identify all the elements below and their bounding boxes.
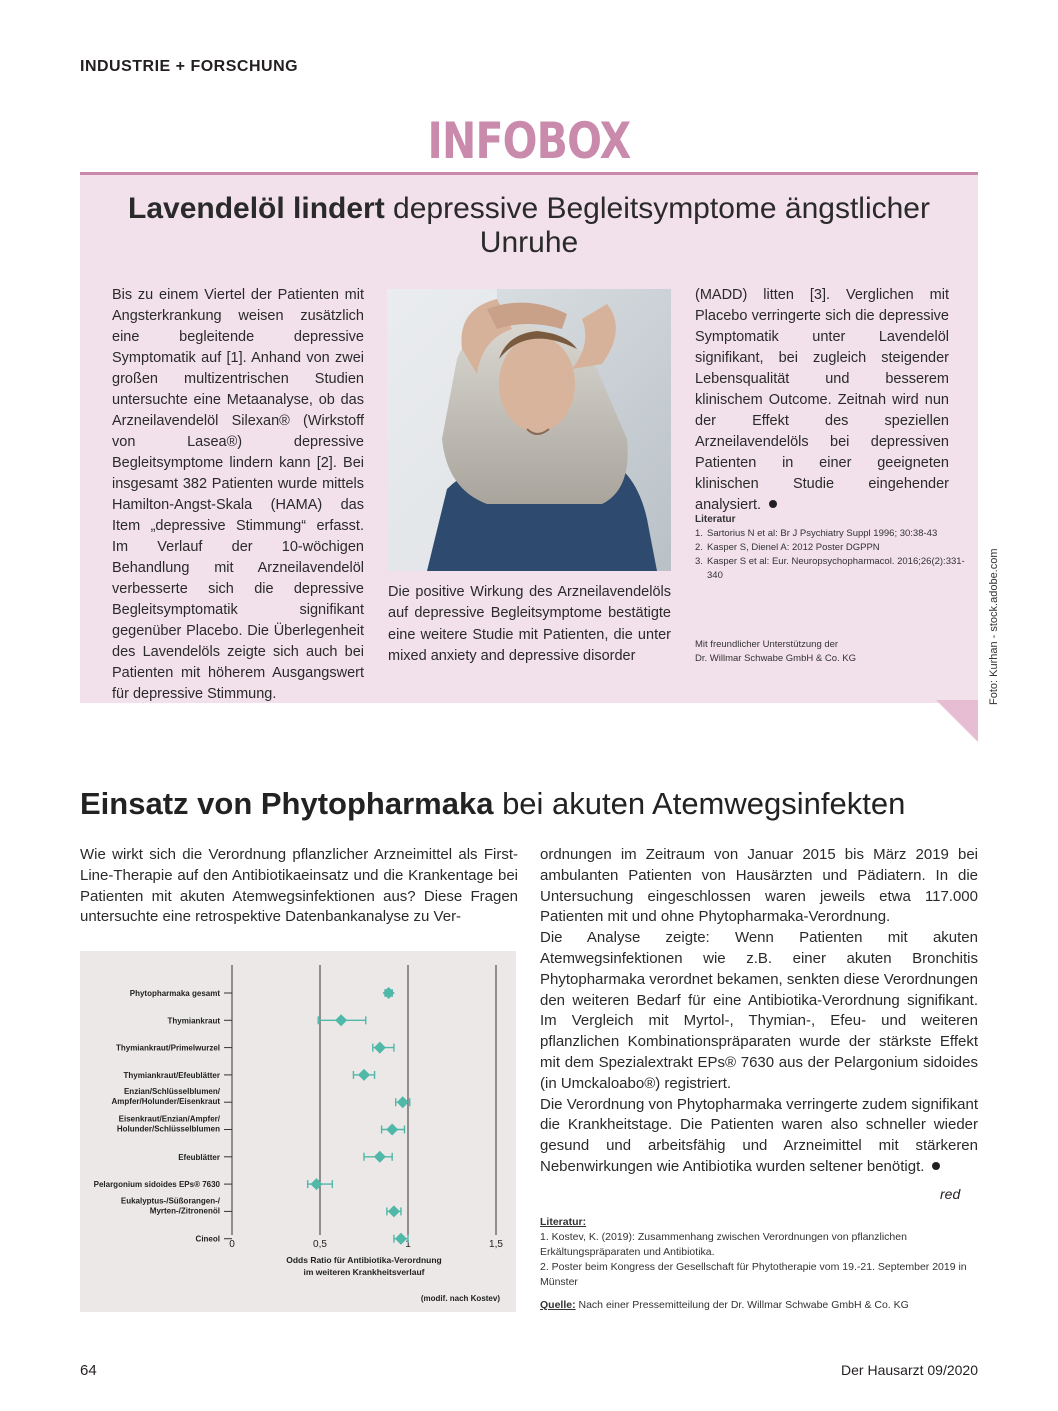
category-label: Thymiankraut <box>167 1016 220 1026</box>
category-label: Eisenkraut/Enzian/Ampfer/ <box>118 1114 220 1124</box>
odds-ratio-marker <box>374 1042 386 1054</box>
photo-worried-man <box>387 289 671 571</box>
infobox-column-1: Bis zu einem Viertel der Patienten mit Angsterkrankung weisen zusätzlich eine begleitende depressive Symptomatik auf [1]. Anhand von zwei großen multizentrischen Studien untersuchte eine Metaanalyse, ob das Arzneilavendelöl Silexan® (Wirkstoff von Lasea®) depressive Begleitsymptome lindern kann [2]. Bei insgesamt 382 Patienten wurde mittels Hamilton-Angst-Skala (HAMA) das Item „depressive Stimmung“ erfasst. Im Verlauf der 10-wöchigen Behandlung mit Arzneilavendelöl verbesserte sich die depressive Begleitsymptomatik signifikant gegenüber Placebo. Die Überlegenheit des Lavendelöls zeigte sich auch bei Patienten mit höherem Ausgangswert für depressive Stimmung. <box>112 287 364 702</box>
x-axis-label: Odds Ratio für Antibiotika-Verordnung <box>286 1255 442 1265</box>
odds-ratio-marker <box>397 1096 409 1108</box>
odds-ratio-marker <box>383 987 395 999</box>
magazine-issue: Der Hausarzt 09/2020 <box>841 1362 978 1378</box>
x-tick-label: 0 <box>229 1239 235 1250</box>
infobox-headline-bold: Lavendelöl lindert <box>128 192 385 225</box>
odds-ratio-marker <box>386 1124 398 1136</box>
support-line-2: Dr. Willmar Schwabe GmbH & Co. KG <box>695 653 857 664</box>
literature-item: 1. Sartorius N et al: Br J Psychiatry Suppl 1996; 30:38-43 <box>695 528 938 539</box>
end-bullet-icon <box>932 1162 940 1170</box>
category-label: Myrten-/Zitronenöl <box>149 1206 220 1216</box>
category-label: Phytopharmaka gesamt <box>129 989 220 998</box>
x-tick-label: 0,5 <box>313 1239 327 1250</box>
article-literature-item: 2. Poster beim Kongress der Gesellschaft für Phytotherapie vom 19.-21. September 2019 in Münster <box>540 1261 967 1288</box>
article-paragraph-2: Die Analyse zeigte: Wenn Patienten mit akuten Atemwegsinfektionen wie z.B. einer akuten Bronchitis Phytopharmaka verordnet bekamen, senkten diese Verordnungen den weiteren Bedarf für eine Antibiotika-Verordnung signifikant. Im Vergleich mit Myrtol-, Thymian-, Efeu- und weiteren pflanzlichen Kombinationspräparaten wurde der stärkste Effekt mit dem Spezialextrakt EPs® 7630 aus der Pelargonium sidoides (in Umckaloabo®) registriert. <box>540 929 978 1092</box>
corner-triangle <box>936 700 978 742</box>
odds-ratio-marker <box>335 1014 347 1026</box>
infobox-column-3-text: (MADD) litten [3]. Verglichen mit Placebo verringerte sich die depressive Symptomatik unter Lavendelöl signifikant, bei zugleich steigender Lebensqualität und besserem klinischem Outcome. Zeitnah wird nun der Effekt des speziellen Arzneilavendelöls bei depressiven Patienten in einer geeigneten klinischen Studie eingehender analysiert. <box>695 287 949 513</box>
infobox-support <box>695 638 945 666</box>
photo-credit: Foto: Kurhan - stock.adobe.com <box>988 548 1000 705</box>
category-label: Eukalyptus-/Süßorangen-/ <box>120 1196 220 1206</box>
author-signature: red <box>940 1186 961 1202</box>
x-tick-label: 1,5 <box>489 1239 503 1250</box>
odds-ratio-marker <box>374 1151 386 1163</box>
infobox-title: INFOBOX <box>427 112 631 170</box>
article-literature-title: Literatur: <box>540 1216 587 1228</box>
x-tick-label: 1 <box>405 1239 411 1250</box>
infobox-headline <box>80 192 978 260</box>
infobox-headline-rest: depressive Begleitsymptome ängstlicher Unruhe <box>384 192 930 259</box>
forest-plot <box>80 951 516 1312</box>
odds-ratio-marker <box>310 1178 322 1190</box>
infobox-literature-list <box>695 527 965 583</box>
infobox-literature-title: Literatur <box>695 514 736 525</box>
infobox-column-2: Die positive Wirkung des Arzneilavendelöls auf depressive Begleitsymptome bestätigte eine weitere Studie mit Patienten, die unter mixed anxiety and depressive disorder <box>388 584 671 664</box>
article-headline-rest: bei akuten Atemwegsinfekten <box>493 786 906 821</box>
x-axis-label: im weiteren Krankheitsverlauf <box>303 1267 425 1277</box>
article-headline-bold: Einsatz von Phytopharmaka <box>80 786 494 821</box>
category-label: Efeublätter <box>178 1152 220 1162</box>
category-label: Thymiankraut/Primelwurzel <box>115 1043 220 1053</box>
article-literature <box>540 1215 980 1313</box>
category-label: Enzian/Schlüsselblumen/ <box>123 1087 220 1097</box>
article-column-2 <box>540 845 978 1178</box>
chart-source-note: (modif. nach Kostev) <box>420 1294 500 1303</box>
article-paragraph-3: Die Verordnung von Phytopharmaka verringerte zudem signifikant die Krankheitstage. Die Patienten waren also schneller wieder gesund und arbeitsfähig und Arzneimittel mit stärkeren Nebenwirkungen wie Antibiotika wurden seltener benötigt. <box>540 1095 978 1175</box>
forest-plot-panel <box>80 951 516 1312</box>
odds-ratio-marker <box>388 1205 400 1217</box>
section-label: INDUSTRIE + FORSCHUNG <box>80 58 299 75</box>
article-source: Quelle: Nach einer Pressemitteilung der Dr. Willmar Schwabe GmbH & Co. KG <box>540 1299 909 1311</box>
infobox-column-3 <box>695 285 949 516</box>
page-number: 64 <box>80 1362 97 1379</box>
literature-item: 3. Kasper S et al: Eur. Neuropsychopharmacol. 2016;26(2):331-340 <box>695 556 965 581</box>
category-label: Pelargonium sidoides EPs® 7630 <box>93 1180 220 1190</box>
article-paragraph-1: ordnungen im Zeitraum von Januar 2015 bis März 2019 bei ambulanten Patienten von Hausärzten und Pädiatern. In die Untersuchung eingeschlossen waren jeweils etwa 117.000 Patienten mit und ohne Phytopharmaka-Verordnung. <box>540 846 978 926</box>
category-label: Holunder/Schlüsselblumen <box>116 1124 220 1134</box>
article-literature-item: 1. Kostev, K. (2019): Zusammenhang zwischen Verordnungen von pflanzlichen Erkältungspräparaten und Antibiotika. <box>540 1231 907 1258</box>
end-bullet-icon <box>769 500 777 508</box>
category-label: Ampfer/Holunder/Eisenkraut <box>111 1097 220 1107</box>
literature-item: 2. Kasper S, Dienel A: 2012 Poster DGPPN <box>695 542 880 553</box>
article-headline <box>80 784 978 824</box>
article-column-1: Wie wirkt sich die Verordnung pflanzlicher Arzneimittel als First-Line-Therapie auf den Antibiotikaeinsatz und die Krankentage bei Patienten mit akuten Atemwegsinfektionen aus? Diese Fragen untersuchte eine retrospektive Datenbankanalyse zu Ver- <box>80 846 518 926</box>
support-line-1: Mit freundlicher Unterstützung der <box>695 639 839 650</box>
category-label: Cineol <box>195 1234 220 1244</box>
category-label: Thymiankraut/Efeublätter <box>123 1070 220 1080</box>
odds-ratio-marker <box>358 1069 370 1081</box>
photo-illustration <box>387 289 671 571</box>
